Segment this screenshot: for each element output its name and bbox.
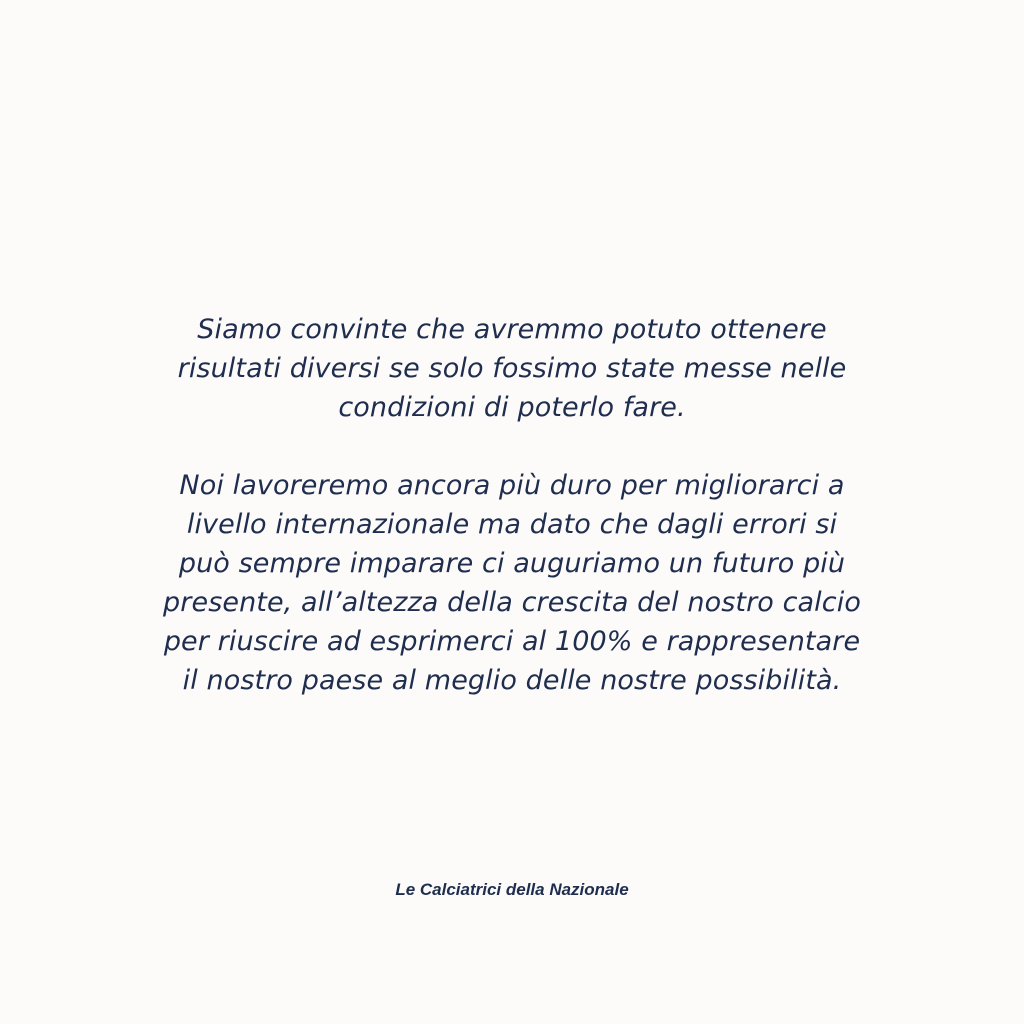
- statement-line: presente, all’altezza della crescita del nostro calcio: [163, 587, 861, 618]
- statement-line: livello internazionale ma dato che dagli errori si: [186, 509, 838, 540]
- paragraph-spacer: [0, 427, 1024, 466]
- statement-line: risultati diversi se solo fossimo state messe nelle: [177, 353, 847, 384]
- statement-line: può sempre imparare ci auguriamo un futuro più: [178, 548, 846, 579]
- statement-line: per riuscire ad esprimerci al 100% e rappresentare: [163, 626, 861, 657]
- statement-line: Noi lavoreremo ancora più duro per migliorarci a: [179, 470, 845, 501]
- statement-line: il nostro paese al meglio delle nostre possibilità.: [182, 665, 842, 696]
- statement-line: Siamo convinte che avremmo potuto ottenere: [197, 314, 827, 345]
- statement-line: condizioni di poterlo fare.: [338, 392, 686, 423]
- signature: Le Calciatrici della Nazionale: [395, 880, 629, 899]
- statement-text: [0, 310, 1024, 700]
